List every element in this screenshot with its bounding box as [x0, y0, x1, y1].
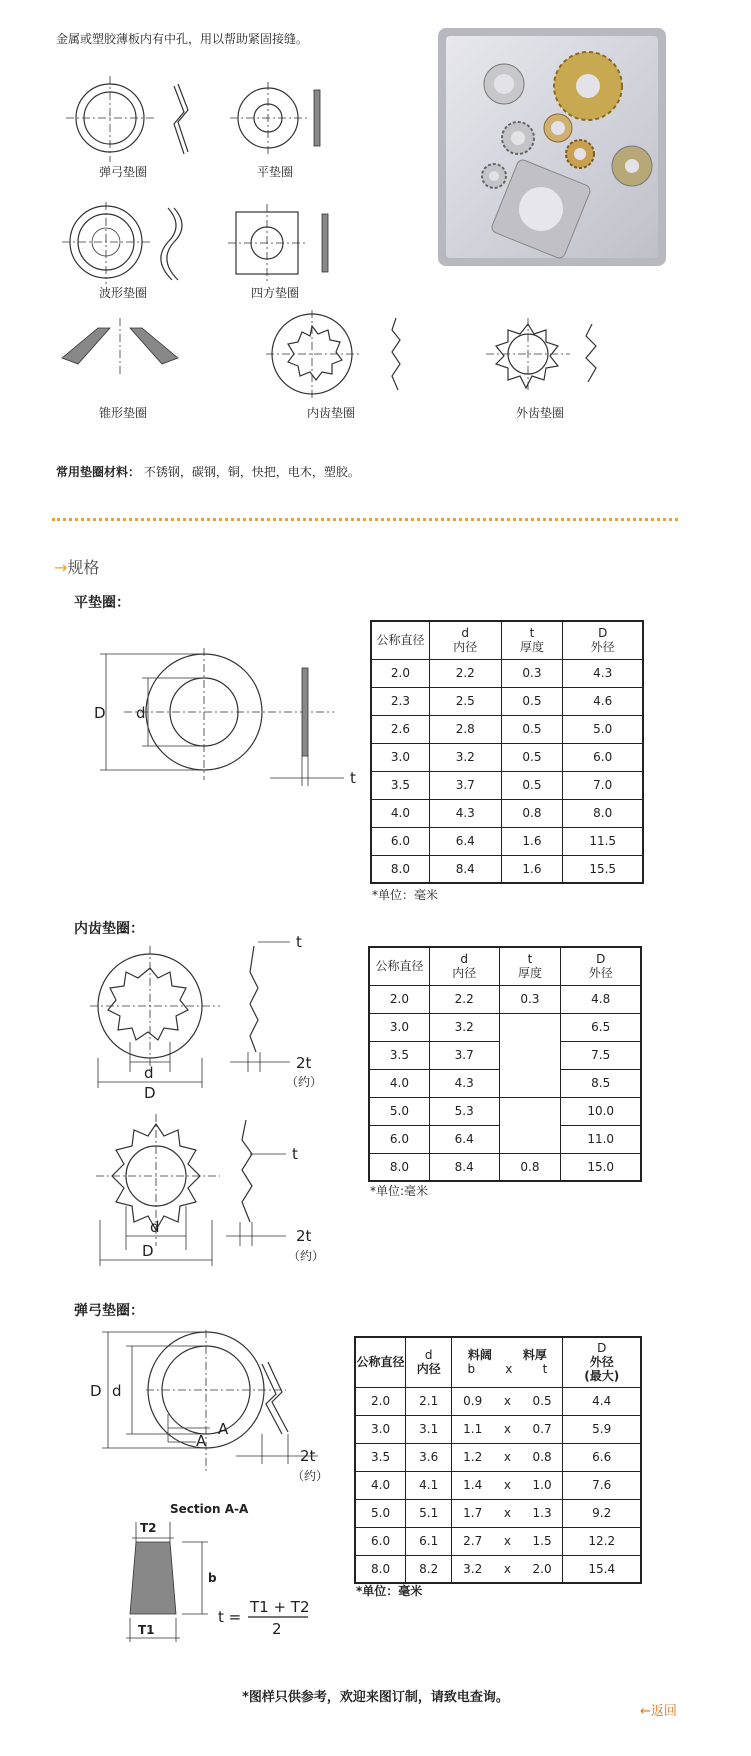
table-row: [355, 1499, 641, 1527]
table-row: [371, 771, 643, 799]
table-cell: 2.0: [355, 1387, 406, 1415]
table-cell: 2.1: [406, 1387, 452, 1415]
table-cell: 2.7 x 1.5: [452, 1527, 563, 1555]
spring-washer-diagram: [86, 1324, 356, 1494]
table-cell: 12.2: [563, 1527, 641, 1555]
internal-washer-table: [368, 946, 642, 1182]
table-header-row: [371, 621, 643, 659]
table-cell: 2.6: [371, 715, 429, 743]
table-cell: 9.2: [563, 1499, 641, 1527]
arrow-right-icon: →: [54, 558, 68, 577]
table-cell: 4.3: [429, 1069, 499, 1097]
header-D: D 外径: [561, 947, 641, 985]
table-header-row: [355, 1337, 641, 1387]
table-cell: 5.0: [369, 1097, 429, 1125]
internal-washer-diagram-2: [96, 1110, 346, 1270]
table-cell: 11.0: [561, 1125, 641, 1153]
table-cell: 6.5: [561, 1013, 641, 1041]
table-cell: 5.0: [355, 1499, 406, 1527]
table-cell: 6.0: [371, 827, 429, 855]
table-cell: 2.3: [371, 687, 429, 715]
table-cell: 5.1: [406, 1499, 452, 1527]
table-cell: 7.0: [563, 771, 643, 799]
table-cell: 6.4: [429, 827, 501, 855]
table-row: [355, 1443, 641, 1471]
table-cell: 6.6: [563, 1443, 641, 1471]
table-cell: 4.4: [563, 1387, 641, 1415]
flat-diagram-D-label: D: [94, 704, 106, 722]
internal-washer-unit: *单位:毫米: [370, 1184, 429, 1198]
table-cell: 4.0: [371, 799, 429, 827]
table-cell: 8.0: [563, 799, 643, 827]
table-cell: 5.3: [429, 1097, 499, 1125]
caption-flat: 平垫圈: [256, 165, 293, 179]
table-cell: 8.4: [429, 855, 501, 883]
section-title: [54, 555, 99, 578]
table-cell: 6.1: [406, 1527, 452, 1555]
table-cell: 0.3: [499, 985, 561, 1013]
spring-washer-schematic: [60, 72, 200, 172]
table-cell: [499, 1013, 561, 1097]
flat-washer-schematic: [228, 80, 348, 160]
header-t: t 厚度: [501, 621, 563, 659]
header-t: t 厚度: [499, 947, 561, 985]
table-cell: 4.8: [561, 985, 641, 1013]
table-cell: 15.4: [563, 1555, 641, 1583]
header-D: D 外径 (最大): [563, 1337, 641, 1387]
table-row: [355, 1527, 641, 1555]
table-cell: 1.2 x 0.8: [452, 1443, 563, 1471]
washers-photo: [438, 28, 666, 266]
table-row: [371, 659, 643, 687]
internal-t-label: t: [296, 933, 302, 951]
table-cell: 3.2: [429, 1013, 499, 1041]
table-cell: 1.6: [501, 827, 563, 855]
spring-A1-label: A: [218, 1420, 229, 1438]
table-cell: 4.0: [355, 1471, 406, 1499]
caption-spring: 弹弓垫圈: [98, 165, 147, 179]
header-nominal: 公称直径: [355, 1337, 406, 1387]
table-cell: 2.0: [371, 659, 429, 687]
table-cell: 11.5: [563, 827, 643, 855]
back-link[interactable]: ←返回: [640, 1704, 677, 1719]
table-row: [355, 1555, 641, 1583]
section-b-label: b: [208, 1571, 217, 1585]
table-row: [369, 1013, 641, 1041]
table-cell: 5.0: [563, 715, 643, 743]
internal-2t-label: 2t: [296, 1054, 312, 1072]
spring-D-label: D: [90, 1382, 102, 1400]
table-cell: 2.5: [429, 687, 501, 715]
table-cell: 1.4 x 1.0: [452, 1471, 563, 1499]
spring-2t-label: 2t: [300, 1447, 316, 1465]
section-aa-diagram: [108, 1518, 318, 1648]
table-cell: 8.5: [561, 1069, 641, 1097]
table-cell: 15.5: [563, 855, 643, 883]
spring-A2-label: A: [196, 1432, 207, 1450]
table-cell: 3.5: [355, 1443, 406, 1471]
caption-internal: 内齿垫圈: [306, 406, 355, 420]
table-cell: 0.3: [501, 659, 563, 687]
table-cell: 0.9 x 0.5: [452, 1387, 563, 1415]
caption-external: 外齿垫圈: [515, 406, 564, 420]
table-row: [371, 799, 643, 827]
materials-label: 常用垫圈材料：: [56, 465, 141, 479]
table-row: [369, 985, 641, 1013]
table-cell: 6.0: [355, 1527, 406, 1555]
table-cell: 8.0: [371, 855, 429, 883]
footer-note: *图样只供参考，欢迎来图订制，请致电查询。: [242, 1690, 509, 1705]
spring-washer-table: [354, 1336, 642, 1584]
table-row: [371, 687, 643, 715]
table-cell: 1.6: [501, 855, 563, 883]
table-cell: 7.6: [563, 1471, 641, 1499]
table-cell: 3.6: [406, 1443, 452, 1471]
table-row: [369, 1153, 641, 1181]
table-cell: 10.0: [561, 1097, 641, 1125]
table-cell: 2.0: [369, 985, 429, 1013]
intro-text: 金属或塑胶薄板内有中孔，用以帮助紧固接缝。: [56, 32, 309, 46]
table-cell: 6.4: [429, 1125, 499, 1153]
table-cell: 6.0: [369, 1125, 429, 1153]
external-tooth-washer-schematic: [486, 318, 626, 398]
internal2-d-label: d: [150, 1218, 160, 1236]
table-cell: 3.7: [429, 1041, 499, 1069]
flat-diagram-d-label: d: [136, 704, 146, 722]
table-cell: 2.2: [429, 659, 501, 687]
table-cell: 0.5: [501, 743, 563, 771]
table-cell: 0.5: [501, 771, 563, 799]
square-washer-schematic: [228, 204, 348, 284]
internal-d-label: d: [144, 1064, 154, 1082]
internal2-approx-label: （约）: [288, 1249, 325, 1263]
table-cell: 5.9: [563, 1415, 641, 1443]
table-cell: 0.5: [501, 715, 563, 743]
table-cell: 4.3: [429, 799, 501, 827]
table-cell: 3.1: [406, 1415, 452, 1443]
table-cell: 4.1: [406, 1471, 452, 1499]
section-T2-label: T2: [140, 1521, 157, 1535]
table-row: [355, 1415, 641, 1443]
flat-washer-diagram: [84, 640, 364, 800]
caption-cone: 锥形垫圈: [98, 406, 147, 420]
header-b-t: 料阔 料厚 b x t: [452, 1337, 563, 1387]
table-cell: 2.8: [429, 715, 501, 743]
formula-denominator: 2: [272, 1620, 282, 1638]
section-T1-label: T1: [138, 1623, 155, 1637]
materials-value: 不锈钢，碳钢，铜，快把，电木，塑胶。: [143, 465, 360, 479]
header-nominal: 公称直径: [371, 621, 429, 659]
table-cell: 8.2: [406, 1555, 452, 1583]
header-D: D 外径: [563, 621, 643, 659]
table-row: [371, 827, 643, 855]
table-cell: 3.7: [429, 771, 501, 799]
header-d: d 内径: [406, 1337, 452, 1387]
table-cell: 0.8: [501, 799, 563, 827]
wave-washer-schematic: [58, 200, 198, 290]
table-cell: 7.5: [561, 1041, 641, 1069]
table-cell: 2.2: [429, 985, 499, 1013]
table-cell: 4.6: [563, 687, 643, 715]
table-cell: 0.5: [501, 687, 563, 715]
table-cell: 15.0: [561, 1153, 641, 1181]
table-cell: 3.2 x 2.0: [452, 1555, 563, 1583]
internal-approx-label: （约）: [286, 1075, 323, 1089]
section-aa-title: Section A-A: [170, 1502, 249, 1516]
table-cell: 4.0: [369, 1069, 429, 1097]
table-cell: 3.0: [355, 1415, 406, 1443]
internal-washer-heading: 内齿垫圈：: [74, 921, 144, 937]
table-cell: 3.0: [369, 1013, 429, 1041]
spring-washer-unit: *单位：毫米: [356, 1584, 423, 1598]
caption-wave: 波形垫圈: [98, 286, 147, 300]
table-cell: 1.1 x 0.7: [452, 1415, 563, 1443]
flat-washer-table: [370, 620, 644, 884]
table-cell: 1.7 x 1.3: [452, 1499, 563, 1527]
section-title-text: 规格: [67, 558, 100, 577]
section-divider: [52, 518, 678, 521]
spring-d-label: d: [112, 1382, 122, 1400]
table-row: [371, 715, 643, 743]
table-row: [369, 1097, 641, 1125]
cone-washer-schematic: [58, 318, 188, 378]
table-cell: 3.2: [429, 743, 501, 771]
internal-D-label: D: [144, 1084, 156, 1102]
table-cell: 8.4: [429, 1153, 499, 1181]
table-cell: 4.3: [563, 659, 643, 687]
table-cell: [499, 1097, 561, 1153]
table-row: [371, 743, 643, 771]
formula-lhs: t =: [218, 1608, 242, 1626]
table-cell: 3.5: [371, 771, 429, 799]
internal2-2t-label: 2t: [296, 1227, 312, 1245]
washers-photo-illustration: [446, 36, 658, 258]
header-d: d 内径: [429, 947, 499, 985]
internal2-D-label: D: [142, 1242, 154, 1260]
table-header-row: [369, 947, 641, 985]
table-cell: 8.0: [369, 1153, 429, 1181]
table-cell: 6.0: [563, 743, 643, 771]
spring-approx-label: （约）: [292, 1469, 329, 1483]
table-cell: 3.5: [369, 1041, 429, 1069]
table-row: [355, 1471, 641, 1499]
caption-square: 四方垫圈: [250, 286, 299, 300]
table-cell: 3.0: [371, 743, 429, 771]
internal2-t-label: t: [292, 1145, 298, 1163]
materials-line: [56, 463, 360, 480]
header-d: d 内径: [429, 621, 501, 659]
spring-washer-heading: 弹弓垫圈：: [74, 1303, 144, 1319]
header-nominal: 公称直径: [369, 947, 429, 985]
formula-numerator: T1 + T2: [250, 1598, 310, 1616]
flat-washer-heading: 平垫圈：: [74, 595, 130, 611]
flat-diagram-t-label: t: [350, 769, 356, 787]
table-row: [371, 855, 643, 883]
table-row: [355, 1387, 641, 1415]
table-cell: 8.0: [355, 1555, 406, 1583]
flat-washer-unit: *单位：毫米: [372, 888, 439, 902]
table-cell: 0.8: [499, 1153, 561, 1181]
internal-washer-diagram-1: [90, 932, 340, 1102]
internal-tooth-washer-schematic: [262, 310, 422, 400]
